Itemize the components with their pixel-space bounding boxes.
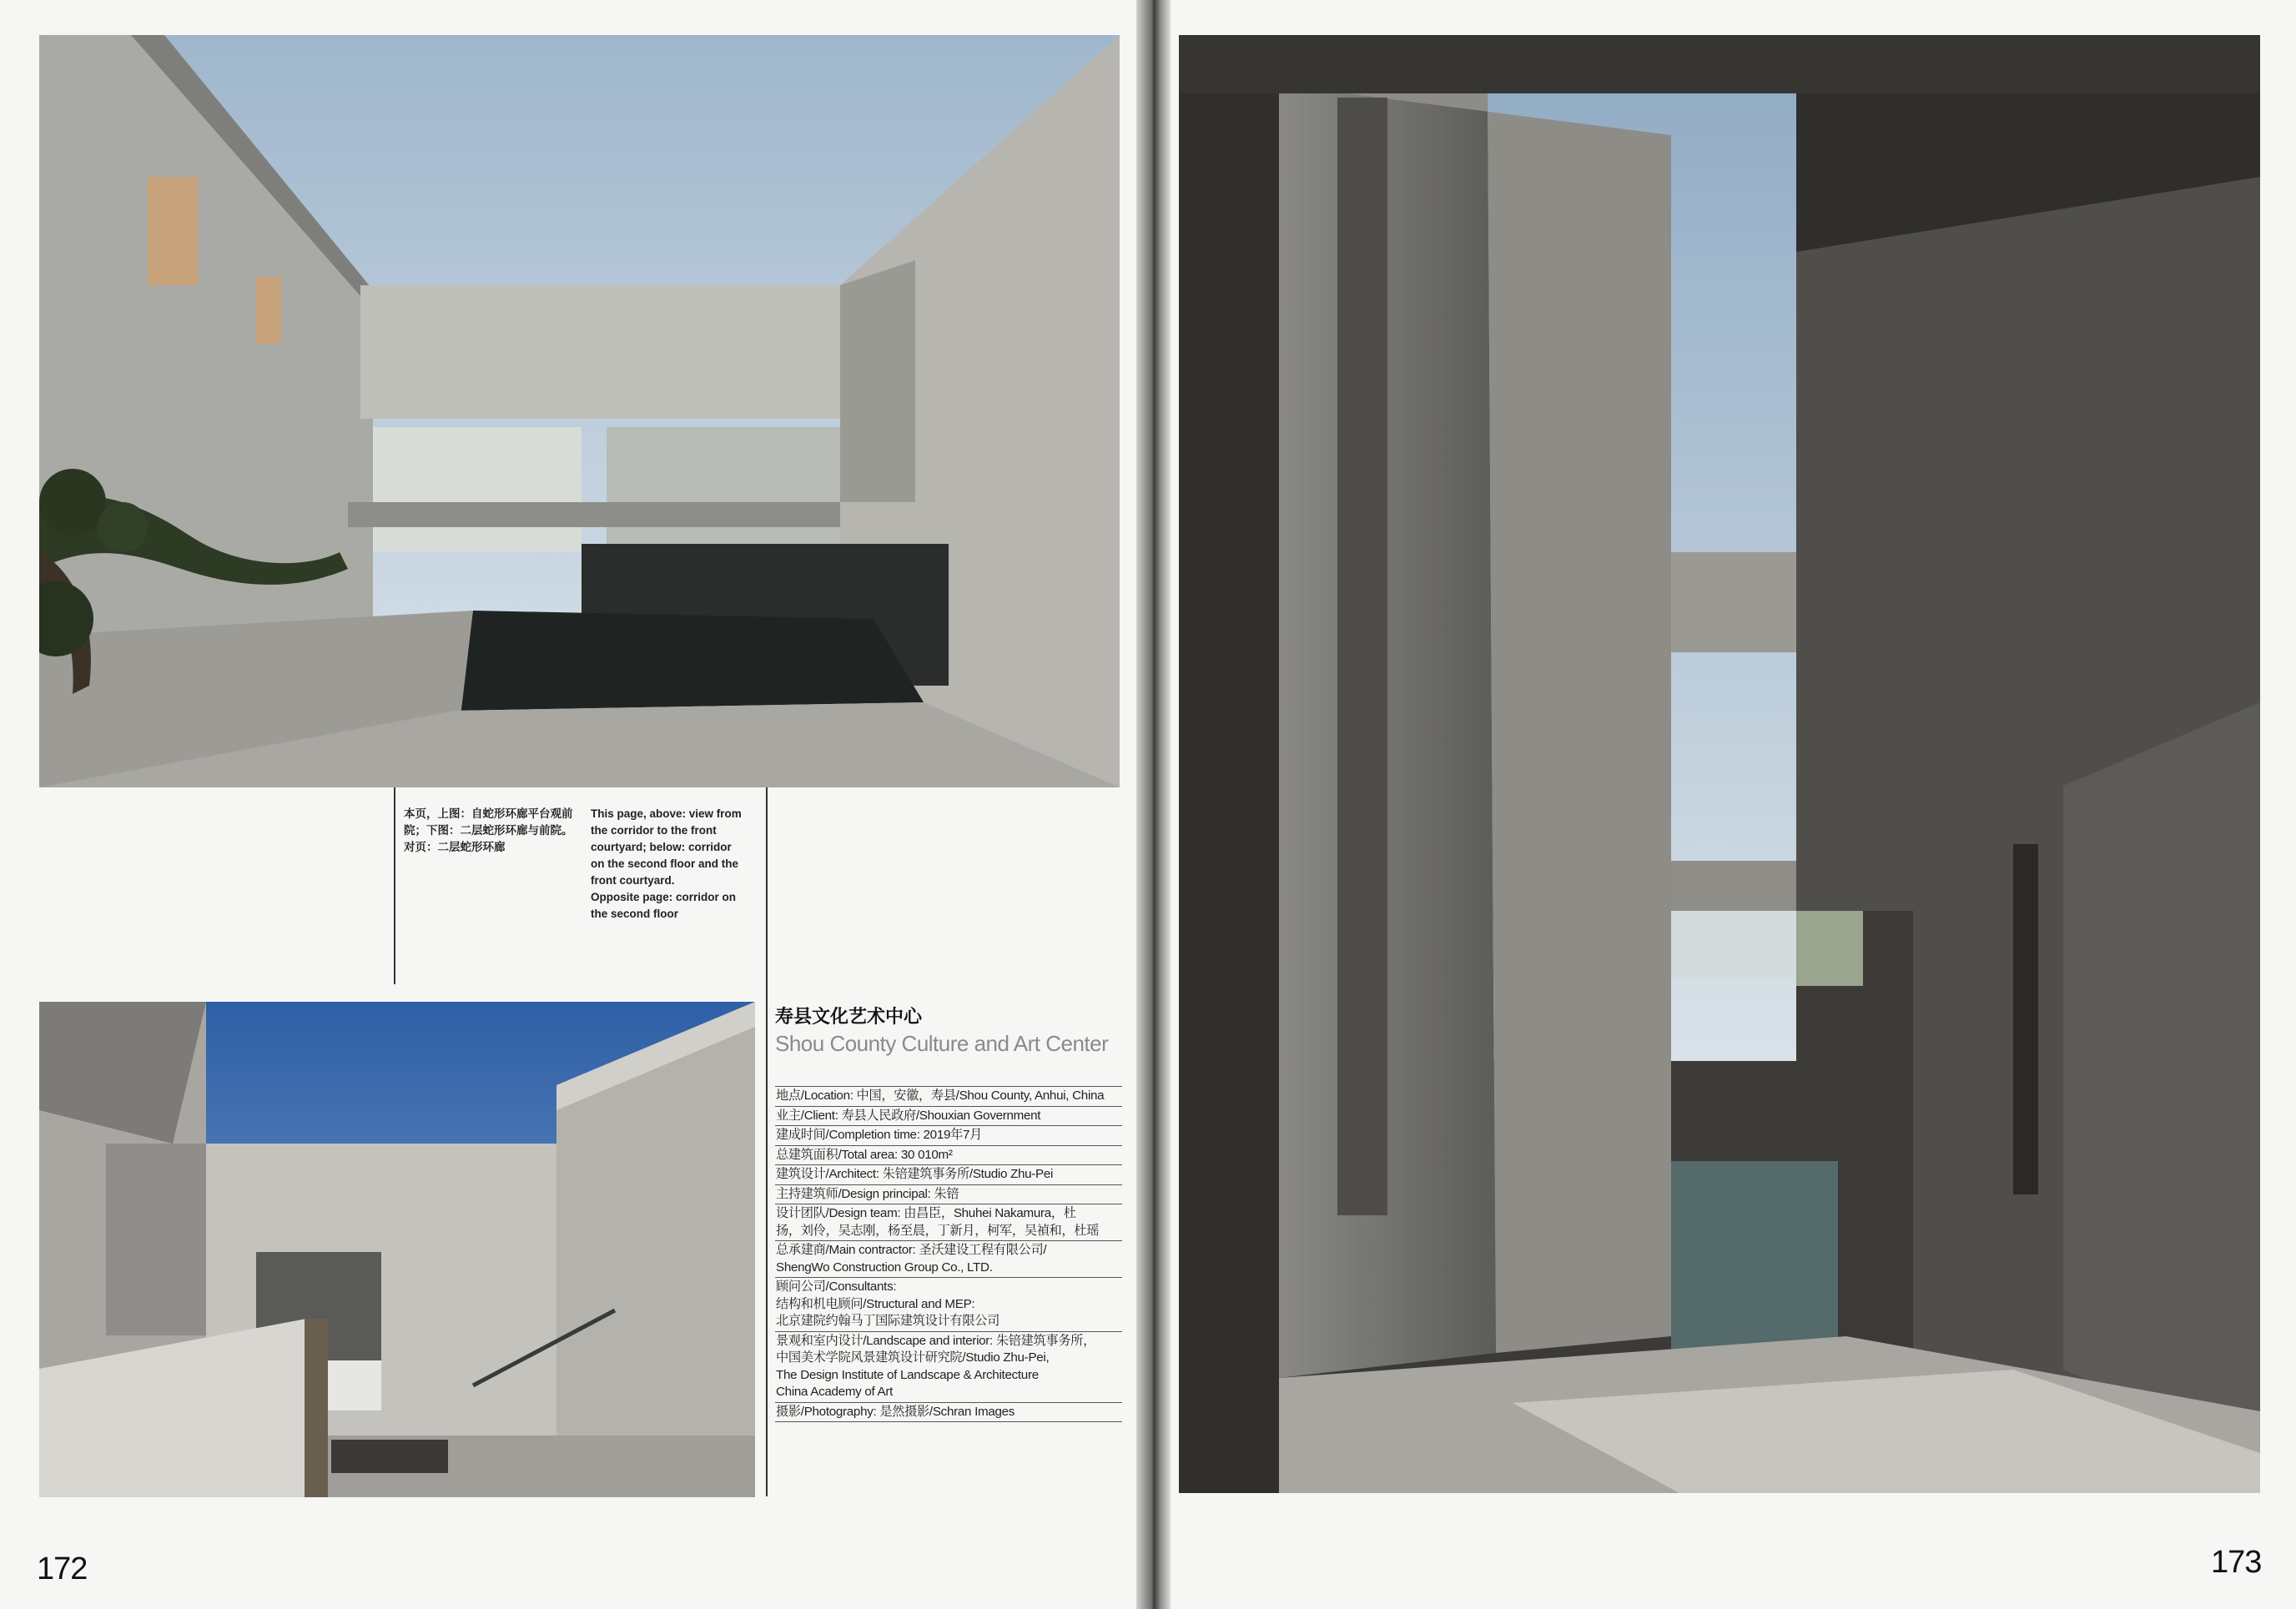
- courtyard-photo-top: [39, 35, 1120, 787]
- info-row-design-team: 设计团队/Design team: 由昌臣，Shuhei Nakamura，杜 扬，刘伶，吴志刚，杨至晨，丁新月，柯军，吴禎和，杜瑶: [775, 1204, 1122, 1240]
- book-gutter: [1136, 0, 1171, 1609]
- project-info-table: [775, 1086, 1122, 1422]
- caption-english: This page, above: view from the corridor to the front courtyard; below: corridor on the second floor and the front courtyard. Opposite page: corridor on the second floor: [591, 807, 742, 920]
- page-number-left: 172: [37, 1551, 88, 1586]
- info-row-architect: 建筑设计/Architect: 朱锫建筑事务所/Studio Zhu-Pei: [775, 1164, 1122, 1184]
- caption-divider-left: [394, 787, 395, 984]
- info-row-design-principal: 主持建筑师/Design principal: 朱锫: [775, 1184, 1122, 1204]
- info-row-consultants: 顾问公司/Consultants: 结构和机电顾问/Structural and MEP: 北京建院约翰马丁国际建筑设计有限公司: [775, 1277, 1122, 1331]
- info-row-contractor: 总承建商/Main contractor: 圣沃建设工程有限公司/ ShengWo Construction Group Co., LTD.: [775, 1240, 1122, 1277]
- info-row-photography: 摄影/Photography: 是然摄影/Schran Images: [775, 1402, 1122, 1423]
- caption-divider-right: [766, 787, 768, 1496]
- left-page: [0, 0, 1136, 1609]
- info-row-client: 业主/Client: 寿县人民政府/Shouxian Government: [775, 1106, 1122, 1126]
- caption-chinese: 本页，上图：自蛇形环廊平台观前 院；下图：二层蛇形环廊与前院。 对页：二层蛇形环廊: [404, 807, 573, 853]
- info-row-completion: 建成时间/Completion time: 2019年7月: [775, 1125, 1122, 1145]
- courtyard-photo-bottom: [39, 1002, 755, 1497]
- project-title-chinese: 寿县文化艺术中心: [775, 1006, 923, 1027]
- page-number-right: 173: [2211, 1545, 2262, 1580]
- info-row-area: 总建筑面积/Total area: 30 010m²: [775, 1145, 1122, 1165]
- project-title-english: Shou County Culture and Art Center: [775, 1031, 1109, 1056]
- right-page: [1171, 0, 2296, 1609]
- info-row-landscape: 景观和室内设计/Landscape and interior: 朱锫建筑事务所， 中国美术学院风景建筑设计研究院/Studio Zhu-Pei, The Design Institute of Landscape & Architecture China Academy of Art: [775, 1331, 1122, 1402]
- corridor-photo-full: [1179, 35, 2260, 1493]
- info-row-location: 地点/Location: 中国，安徽，寿县/Shou County, Anhui, China: [775, 1086, 1122, 1106]
